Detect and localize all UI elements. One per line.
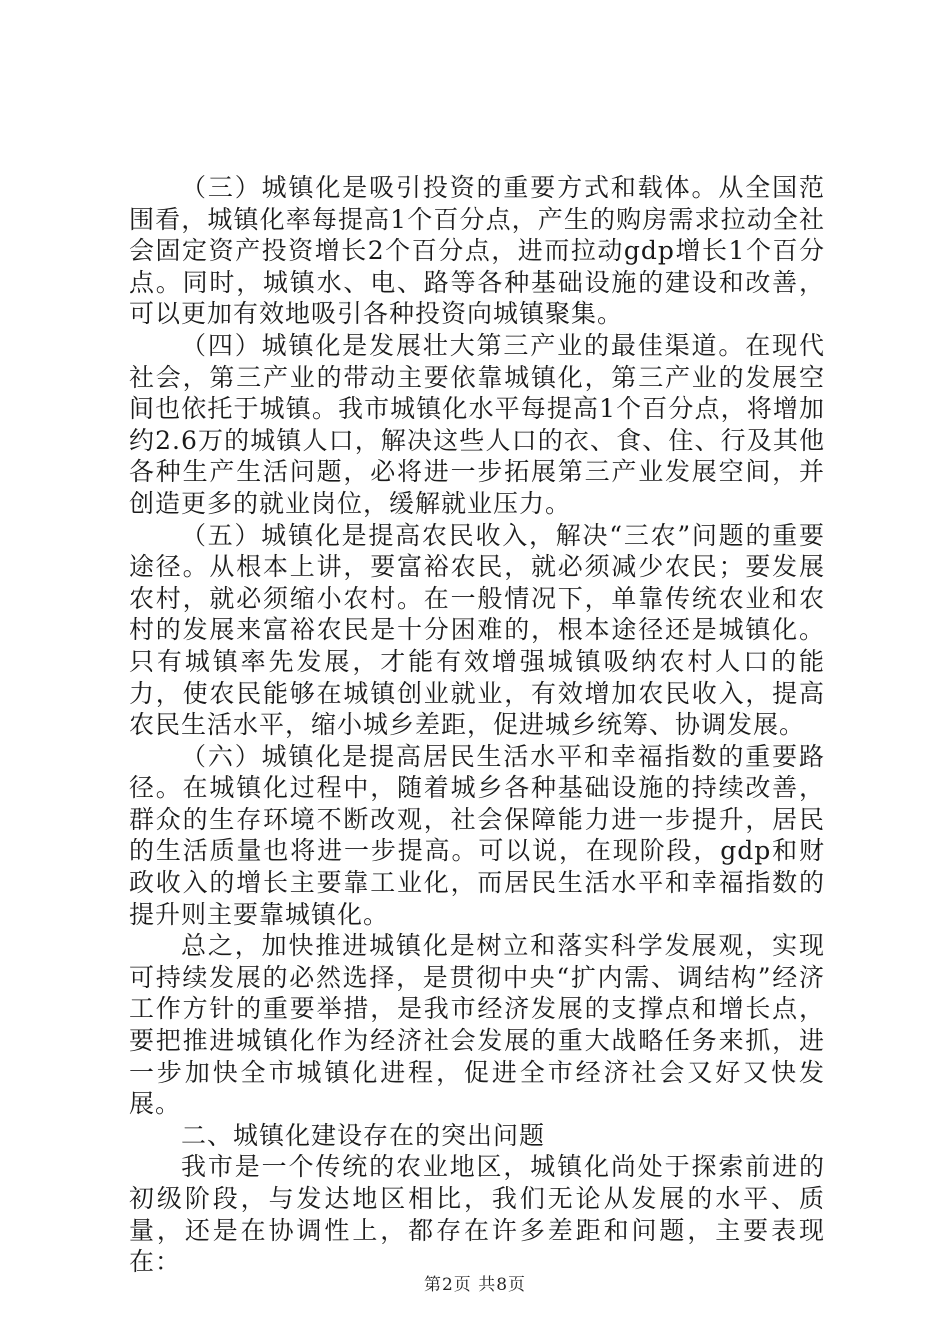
section-heading: 二、城镇化建设存在的突出问题 <box>181 1120 546 1150</box>
paragraph-investment: （三）城镇化是吸引投资的重要方式和载体。从全国范围看，城镇化率每提高1个百分点，产生的购房需求拉动全社会固定资产投资增长2个百分点，进而拉动gdp增长1个百分点。同时，城镇水、电、路等各种基础设施的建设和改善，可以更加有效地吸引各种投资向城镇聚集。 <box>129 173 825 329</box>
paragraph-farmer-income: （五）城镇化是提高农民收入，解决“三农”问题的重要途径。从根本上讲，要富裕农民，就必须减少农民；要发展农村，就必须缩小农村。在一般情况下，单靠传统农业和农村的发展来富裕农民是十分困难的，根本途径还是城镇化。只有城镇率先发展，才能有效增强城镇吸纳农村人口的能力，使农民能够在城镇创业就业，有效增加农民收入，提高农民生活水平，缩小城乡差距，促进城乡统筹、协调发展。 <box>129 520 825 740</box>
paragraph-summary: 总之，加快推进城镇化是树立和落实科学发展观，实现可持续发展的必然选择，是贯彻中央“扩内需、调结构”经济工作方针的重要举措，是我市经济发展的支撑点和增长点，要把推进城镇化作为经济社会发展的重大战略任务来抓，进一步加快全市城镇化进程，促进全市经济社会又好又快发展。 <box>129 931 825 1119</box>
paragraph-living-standard: （六）城镇化是提高居民生活水平和幸福指数的重要路径。在城镇化过程中，随着城乡各种基础设施的持续改善，群众的生存环境不断改观，社会保障能力进一步提升，居民的生活质量也将进一步提高。可以说，在现阶段，gdp和财政收入的增长主要靠工业化，而居民生活水平和幸福指数的提升则主要靠城镇化。 <box>129 741 825 929</box>
page-number: 第2页 共8页 <box>423 1275 527 1295</box>
paragraph-current-status: 我市是一个传统的农业地区，城镇化尚处于探索前进的初级阶段，与发达地区相比，我们无论从发展的水平、质量，还是在协调性上，都存在许多差距和问题，主要表现在： <box>129 1152 825 1277</box>
paragraph-tertiary-industry: （四）城镇化是发展壮大第三产业的最佳渠道。在现代社会，第三产业的带动主要依靠城镇化，第三产业的发展空间也依托于城镇。我市城镇化水平每提高1个百分点，将增加约2.6万的城镇人口，解决这些人口的衣、食、住、行及其他各种生产生活问题，必将进一步拓展第三产业发展空间，并创造更多的就业岗位，缓解就业压力。 <box>129 330 825 518</box>
document-body <box>129 172 825 1278</box>
